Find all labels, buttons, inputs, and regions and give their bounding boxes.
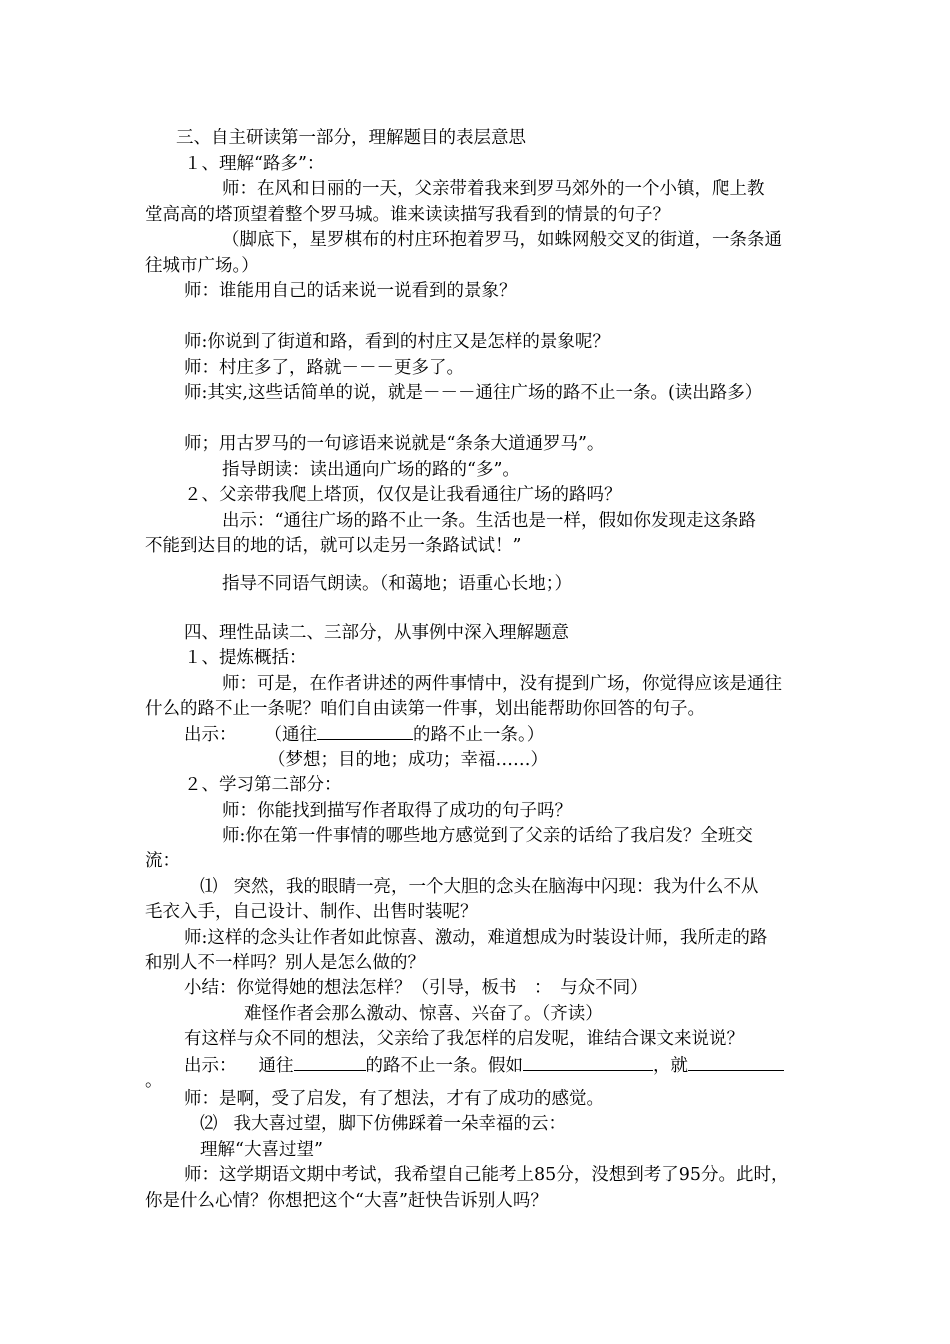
numbered-item-2 xyxy=(200,1112,566,1136)
paragraph-line: 不能到达目的地的话，就可以走另一条路试试！” xyxy=(145,536,522,556)
paragraph-line: 师：村庄多了，路就－－－更多了。 xyxy=(184,358,464,378)
paragraph-line: （梦想；目的地；成功；幸福……） xyxy=(268,750,548,770)
paragraph-line: 师:你在第一件事情的哪些地方感觉到了父亲的话给了我启发？全班交 xyxy=(222,826,753,846)
fill-blank xyxy=(523,1053,653,1071)
paragraph-line: 师：这学期语文期中考试，我希望自己能考上85分，没想到考了95分。此时， xyxy=(184,1165,789,1185)
paragraph-line: 师：是啊，受了启发，有了想法，才有了成功的感觉。 xyxy=(184,1089,604,1109)
fill-blank xyxy=(317,722,413,740)
subheading-2: ２、父亲带我爬上塔顶，仅仅是让我看通往广场的路吗？ xyxy=(184,485,622,505)
show-label: 出示： xyxy=(184,1056,237,1076)
show-line-2 xyxy=(184,1053,784,1078)
show-text-post: 的路不止一条。） xyxy=(413,725,545,745)
show-text-b: 的路不止一条。假如 xyxy=(365,1056,523,1076)
paragraph-line: 师；用古罗马的一句谚语来说就是“条条大道通罗马”。 xyxy=(184,434,605,454)
paragraph-line: 理解“大喜过望” xyxy=(200,1140,323,1160)
paragraph-line: 师：你能找到描写作者取得了成功的句子吗？ xyxy=(222,801,572,821)
fill-blank xyxy=(294,1053,366,1071)
paragraph-line: 流： xyxy=(145,851,180,871)
show-text-c: ，就 xyxy=(653,1056,688,1076)
paragraph-line: 。 xyxy=(145,1071,163,1091)
section-heading-3: 三、自主研读第一部分，理解题目的表层意思 xyxy=(176,128,526,148)
paragraph-line: 指导朗读：读出通向广场的路的“多”。 xyxy=(222,460,520,480)
fill-blank xyxy=(688,1053,784,1071)
paragraph-line: 指导不同语气朗读。（和蔼地；语重心长地；） xyxy=(222,574,572,594)
paragraph-line: 什么的路不止一条呢？咱们自由读第一件事，划出能帮助你回答的句子。 xyxy=(145,699,705,719)
paragraph-line: 毛衣入手，自己设计、制作、出售时装呢？ xyxy=(145,902,478,922)
paragraph-line: 堂高高的塔顶望着整个罗马城。谁来读读描写我看到的情景的句子？ xyxy=(145,205,670,225)
paragraph-line: 出示：“通往广场的路不止一条。生活也是一样，假如你发现走这条路 xyxy=(222,511,756,531)
numbered-item-1 xyxy=(200,875,759,899)
show-line-1 xyxy=(184,722,544,747)
paragraph-line: 师:其实,这些话简单的说，就是－－－通往广场的路不止一条。(读出路多） xyxy=(184,383,763,403)
show-label: 出示： xyxy=(184,725,237,745)
paragraph-line: （脚底下，星罗棋布的村庄环抱着罗马，如蛛网般交叉的街道，一条条通 xyxy=(222,230,782,250)
subheading-1: １、理解“路多”： xyxy=(184,154,325,174)
item-number: ⑴ xyxy=(200,877,218,897)
paragraph-line: 和别人不一样吗？别人是怎么做的？ xyxy=(145,953,425,973)
paragraph-line: 师:你说到了街道和路，看到的村庄又是怎样的景象呢？ xyxy=(184,332,610,352)
item-number: ⑵ xyxy=(200,1114,218,1134)
show-text-a: 通往 xyxy=(258,1056,294,1076)
item-text: 突然，我的眼睛一亮，一个大胆的念头在脑海中闪现：我为什么不从 xyxy=(233,877,759,897)
paragraph-line: 有这样与众不同的想法，父亲给了我怎样的启发呢，谁结合课文来说说？ xyxy=(184,1029,744,1049)
paragraph-line: 师：谁能用自己的话来说一说看到的景象？ xyxy=(184,281,517,301)
paragraph-line: 你是什么心情？你想把这个“大喜”赶快告诉别人吗？ xyxy=(145,1191,548,1211)
show-text-pre: （通往 xyxy=(264,725,317,745)
subheading-1: １、提炼概括： xyxy=(184,648,307,668)
paragraph-line: 难怪作者会那么激动、惊喜、兴奋了。（齐读） xyxy=(244,1004,603,1024)
section-heading-4: 四、理性品读二、三部分，从事例中深入理解题意 xyxy=(184,623,569,643)
paragraph-line: 师：可是，在作者讲述的两件事情中，没有提到广场，你觉得应该是通往 xyxy=(222,674,782,694)
item-text: 我大喜过望，脚下仿佛踩着一朵幸福的云： xyxy=(233,1114,566,1134)
summary-line: 小结：你觉得她的想法怎样？（引导，板书 ： 与众不同） xyxy=(184,978,648,998)
paragraph-line: 师:这样的念头让作者如此惊喜、激动，难道想成为时装设计师，我所走的路 xyxy=(184,928,768,948)
paragraph-line: 往城市广场。） xyxy=(145,256,259,276)
paragraph-line: 师：在风和日丽的一天，父亲带着我来到罗马郊外的一个小镇，爬上教 xyxy=(222,179,765,199)
subheading-2: ２、学习第二部分： xyxy=(184,775,342,795)
